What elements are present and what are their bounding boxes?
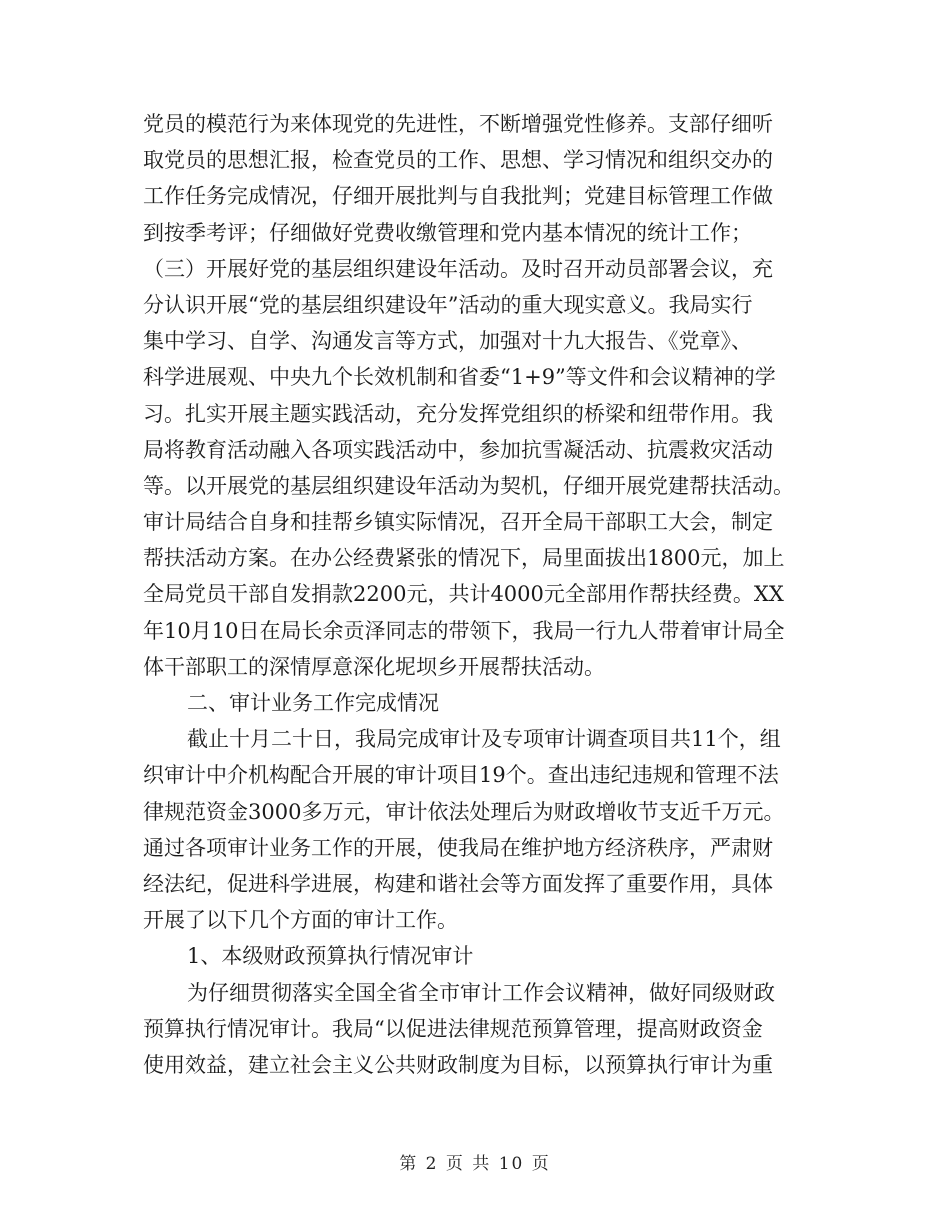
text-line: 截止十月二十日，我局完成审计及专项审计调查项目共11个，组 [187, 727, 781, 752]
text-line: （三）开展好党的基层组织建设年活动。及时召开动员部署会议，充 [143, 256, 773, 281]
text-line: 全局党员干部自发捐款2200元，共计4000元全部用作帮扶经费。XX [143, 582, 784, 607]
text-line: 到按季考评；仔细做好党费收缴管理和党内基本情况的统计工作； [143, 220, 752, 245]
text-line: 科学进展观、中央九个长效机制和省委“1+9”等文件和会议精神的学 [143, 365, 776, 390]
text-line: 二、审计业务工作完成情况 [187, 691, 439, 715]
text-line: 习。扎实开展主题实践活动，充分发挥党组织的桥梁和纽带作用。我 [143, 401, 773, 426]
text-line: 经法纪，促进科学进展，构建和谐社会等方面发挥了重要作用，具体 [143, 871, 773, 896]
text-line: 审计局结合自身和挂帮乡镇实际情况，召开全局干部职工大会，制定 [143, 510, 773, 535]
text-line: 为仔细贯彻落实全国全省全市审计工作会议精神，做好同级财政 [187, 980, 775, 1005]
text-line: 工作任务完成情况，仔细开展批判与自我批判；党建目标管理工作做 [143, 184, 773, 209]
document-body [143, 106, 811, 1083]
text-line: 局将教育活动融入各项实践活动中，参加抗雪凝活动、抗震救灾活动 [143, 437, 773, 462]
text-line: 年10月10日在局长余贡泽同志的带领下，我局一行九人带着审计局全 [143, 618, 785, 643]
text-line: 织审计中介机构配合开展的审计项目19个。查出违纪违规和管理不法 [143, 763, 779, 788]
text-line: 体干部职工的深情厚意深化坭坝乡开展帮扶活动。 [143, 654, 605, 679]
text-line: 分认识开展“党的基层组织建设年”活动的重大现实意义。我局实行 [143, 292, 753, 317]
text-line: 等。以开展党的基层组织建设年活动为契机，仔细开展党建帮扶活动。 [143, 473, 794, 498]
text-line: 1、本级财政预算执行情况审计 [187, 944, 474, 969]
text-line: 集中学习、自学、沟通发言等方式，加强对十九大报告、《党章》、 [143, 329, 752, 354]
page-footer: 第 2 页 共 10 页 [399, 1154, 551, 1174]
text-line: 预算执行情况审计。我局“以促进法律规范预算管理，提高财政资金 [143, 1016, 763, 1041]
text-line: 取党员的思想汇报，检查党员的工作、思想、学习情况和组织交办的 [143, 148, 773, 173]
text-line: 律规范资金3000多万元，审计依法处理后为财政增收节支近千万元。 [143, 799, 785, 824]
text-line: 开展了以下几个方面的审计工作。 [143, 908, 458, 933]
text-line: 通过各项审计业务工作的开展，使我局在维护地方经济秩序，严肃财 [143, 835, 773, 860]
text-line: 使用效益，建立社会主义公共财政制度为目标，以预算执行审计为重 [143, 1052, 773, 1077]
text-line: 帮扶活动方案。在办公经费紧张的情况下，局里面拔出1800元，加上 [143, 546, 785, 571]
text-line: 党员的模范行为来体现党的先进性，不断增强党性修养。支部仔细听 [143, 112, 773, 136]
